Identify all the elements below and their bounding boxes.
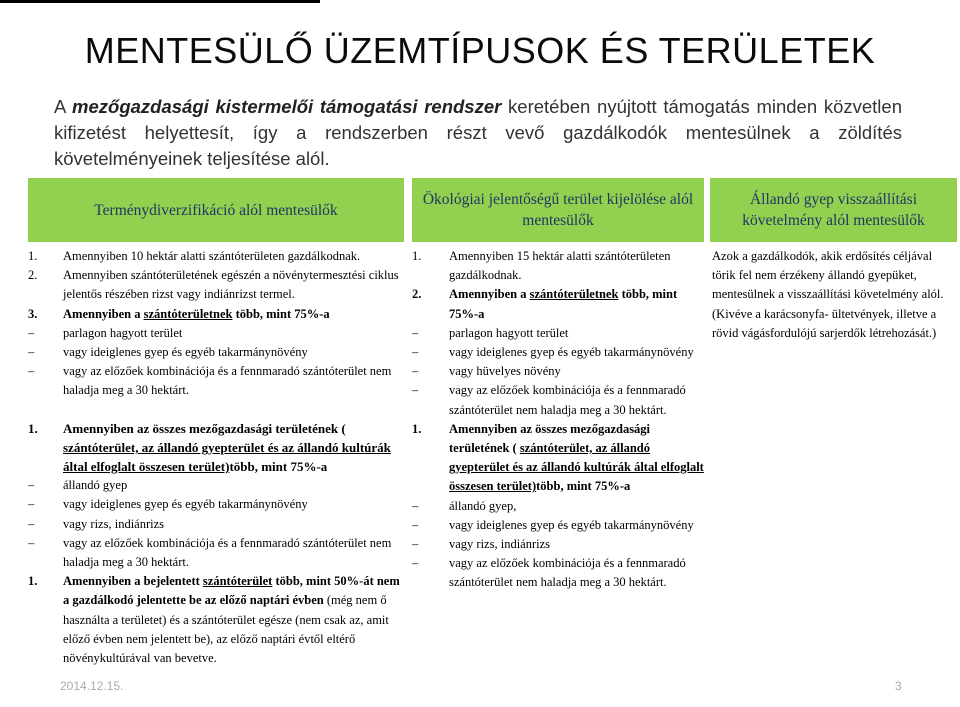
text-run: Amennyiben a bejelentett [63,574,203,589]
dash-item [412,497,708,516]
dash-item [28,324,408,343]
list-text: vagy rizs, indiánrizs [449,537,551,552]
header-label: Állandó gyep visszaállítási követelmény alól mentesülők [742,191,925,229]
dash-marker: – [412,556,419,571]
dash-item [412,554,708,592]
dash-marker: – [412,345,419,360]
list-item [412,285,708,323]
text-run: több, mint 75%-a [536,479,631,494]
dash-marker: – [28,478,35,493]
dash-item [412,535,708,554]
list-text [63,419,408,477]
dash-item [412,516,708,535]
column-crop-diversification [28,247,408,668]
column-permanent-grassland [712,247,957,343]
page-number: 3 [895,679,902,693]
list-number: 2. [28,268,38,283]
intro-text-end: keretében nyújtott támogatás minden közvetlen kifizetést helyettesít, így a rendszerben részt vevő gazdálkodók mentesülnek a zöldítés követelményeinek teljesítése alól. [54,96,902,169]
dash-marker: – [412,537,419,552]
list-text [63,305,408,324]
dash-item [28,343,408,362]
text-run: több, mint 75%-a [229,459,328,475]
list-item [28,305,408,324]
dash-marker: – [28,345,35,360]
dash-item [412,381,708,419]
intro-paragraph [54,94,902,172]
list-text: vagy az előzőek kombinációja és a fennmaradó szántóterület nem haladja meg a 30 hektárt. [449,383,686,417]
dash-marker: – [28,325,35,340]
list-number: 1. [28,574,38,589]
text-run: (még nem ő használta a területet) és a szántóterület egésze (nem csak az, amit előző évben nem jelentett be), az előző naptári évtől eltérő növénykultúrával van bevetve. [63,593,389,666]
list-text: Amennyiben 15 hektár alatti szántóterületen gazdálkodnak. [449,249,671,283]
list-text: Amennyiben 10 hektár alatti szántóterületen gazdálkodnak. [63,249,361,263]
text-run: több, mint 50%-át nem a gazdálkodó jelentette be az előző naptári évben [63,574,400,608]
list-text: vagy az előzőek kombinációja és a fennmaradó szántóterület nem haladja meg a 30 hektárt. [63,535,392,570]
header-label: Terménydiverzifikáció alól mentesülők [94,201,338,219]
text-run-underlined: szántóterület, az állandó gyepterület és az állandó kultúrák által elfoglalt összesen terület) [449,441,704,494]
dash-item [28,515,408,534]
spacer [28,401,408,419]
list-text: Amennyiben szántóterületének egészén a növénytermesztési ciklus jelentős részében rizst vagy indiánrizst termel. [63,268,399,302]
text-run-underlined: szántóterület [202,574,273,589]
dash-marker: – [28,497,35,512]
dash-marker: – [412,383,419,398]
header-permanent-grassland [710,178,957,242]
text-run: több, mint 75%-a [232,306,330,321]
text-run: Amennyiben a [449,287,530,302]
list-number: 1. [28,249,38,263]
dash-item [412,343,708,362]
list-text: parlagon hagyott terület [449,325,569,340]
list-text: vagy az előzőek kombinációja és a fennmaradó szántóterület nem haladja meg a 30 hektárt. [63,364,392,398]
dash-item [412,362,708,381]
dash-item [28,534,408,572]
top-rule [0,0,320,3]
text-run: Amennyiben a [63,306,144,321]
list-item [28,266,408,304]
list-number: 1. [28,420,38,436]
list-number: 1. [412,249,422,263]
intro-bold: mezőgazdasági kistermelői támogatási rendszer [72,96,502,117]
header-label: Ökológiai jelentőségű terület kijelölése alól mentesülők [422,191,694,229]
list-number: 1. [412,421,422,436]
list-text [449,285,708,323]
dash-marker: – [412,498,419,513]
list-item [28,572,408,668]
dash-marker: – [412,517,419,532]
dash-item [28,476,408,495]
list-text: vagy ideiglenes gyep és egyéb takarmánynövény [449,517,694,532]
list-text [449,420,708,497]
text-run-underlined: szántóterület, az állandó gyepterület és az állandó kultúrák által elfoglalt összesen terület) [63,439,391,475]
text-run: több, mint 75%-a [449,287,678,321]
list-item [28,419,408,477]
list-text: állandó gyep, [449,498,517,513]
dash-marker: – [28,535,35,550]
dash-item [28,495,408,514]
footer-date: 2014.12.15. [60,679,124,693]
page-title: MENTESÜLŐ ÜZEMTÍPUSOK ÉS TERÜLETEK [84,30,876,71]
text-run-underlined: szántóterületnek [143,306,233,321]
list-number: 2. [412,287,422,302]
list-text [63,572,408,668]
list-text: vagy ideiglenes gyep és egyéb takarmánynövény [449,345,694,360]
dash-marker: – [412,364,419,379]
list-text: állandó gyep [63,478,128,493]
text-run: Amennyiben az összes mezőgazdasági területének ( [63,420,346,436]
text-run: Amennyiben az összes mezőgazdasági területének ( [449,421,651,456]
dash-item [412,324,708,343]
header-ecological-focus-area [412,178,704,242]
dash-marker: – [28,364,35,379]
list-text: vagy rizs, indiánrizs [63,516,165,531]
list-number: 3. [28,306,38,321]
column-text: Azok a gazdálkodók, akik erdősítés céljával törik fel nem érzékeny állandó gyepüket, mentesülnek a visszaállítási követelmény alól. (Kivéve a karácsonyfa- ültetvények, illetve a rövid vágásfordulójú sarjerdők létrehozását.) [712,249,944,340]
list-item [412,420,708,497]
list-item [412,247,708,285]
column-ecological-focus-area [412,247,708,593]
text-run-underlined: szántóterületnek [529,287,619,302]
list-text: parlagon hagyott terület [63,325,183,340]
list-text: vagy hüvelyes növény [449,364,561,379]
list-item [28,247,408,266]
list-text: vagy ideiglenes gyep és egyéb takarmánynövény [63,345,308,360]
header-crop-diversification [28,178,404,242]
dash-marker: – [28,516,35,531]
intro-text-start: A [54,96,73,117]
list-text: vagy ideiglenes gyep és egyéb takarmánynövény [63,497,308,512]
list-text: vagy az előzőek kombinációja és a fennmaradó szántóterület nem haladja meg a 30 hektárt. [449,556,686,590]
dash-item [28,362,408,400]
dash-marker: – [412,325,419,340]
